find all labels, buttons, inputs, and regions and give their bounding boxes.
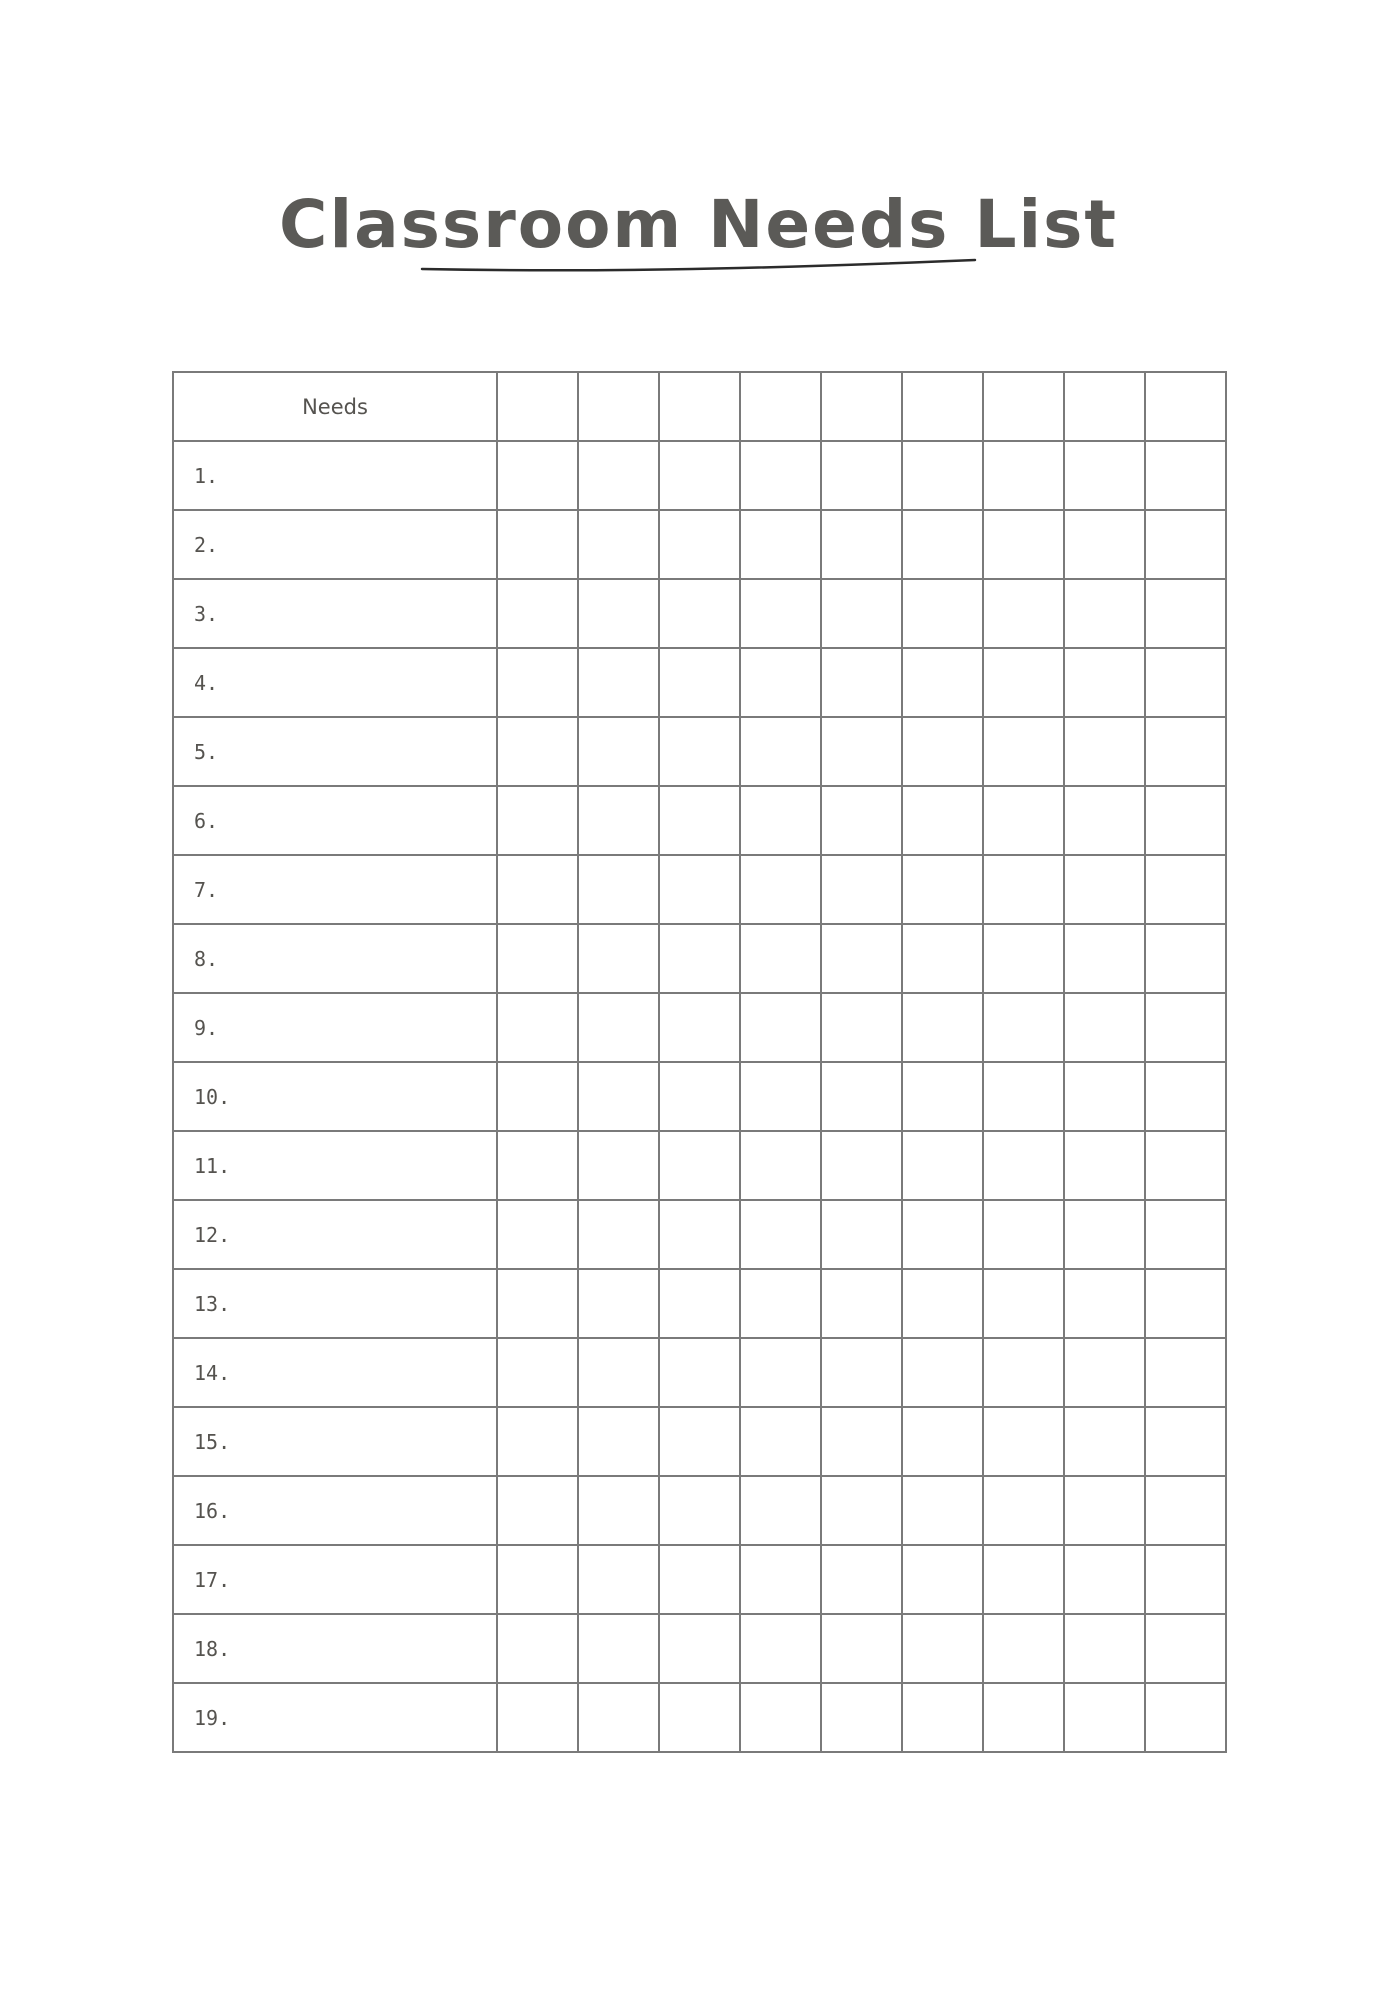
need-item-cell[interactable]: 11.: [173, 1131, 497, 1200]
table-row: [173, 1683, 1226, 1752]
check-cell[interactable]: [983, 855, 1064, 924]
check-cell[interactable]: [578, 993, 659, 1062]
check-cell[interactable]: [983, 579, 1064, 648]
check-cell[interactable]: [983, 648, 1064, 717]
check-cell[interactable]: [1145, 1338, 1226, 1407]
check-cell[interactable]: [821, 924, 902, 993]
check-cell[interactable]: [821, 1683, 902, 1752]
header-check-cell[interactable]: [578, 372, 659, 441]
check-cell[interactable]: [740, 1407, 821, 1476]
check-cell[interactable]: [1064, 1338, 1145, 1407]
check-cell[interactable]: [659, 1683, 740, 1752]
check-cell[interactable]: [659, 1407, 740, 1476]
table-row: [173, 1614, 1226, 1683]
need-item-cell[interactable]: 9.: [173, 993, 497, 1062]
need-item-cell[interactable]: 17.: [173, 1545, 497, 1614]
check-cell[interactable]: [740, 924, 821, 993]
check-cell[interactable]: [821, 1407, 902, 1476]
check-cell[interactable]: [1064, 1476, 1145, 1545]
check-cell[interactable]: [497, 1407, 578, 1476]
check-cell[interactable]: [902, 1062, 983, 1131]
check-cell[interactable]: [1145, 579, 1226, 648]
table-row: [173, 924, 1226, 993]
check-cell[interactable]: [983, 786, 1064, 855]
check-cell[interactable]: [740, 1062, 821, 1131]
check-cell[interactable]: [983, 1476, 1064, 1545]
check-cell[interactable]: [578, 441, 659, 510]
check-cell[interactable]: [497, 1269, 578, 1338]
need-item-cell[interactable]: 5.: [173, 717, 497, 786]
table-row: [173, 1545, 1226, 1614]
table-header-row: [173, 372, 1226, 441]
need-item-cell[interactable]: 6.: [173, 786, 497, 855]
check-cell[interactable]: [1145, 786, 1226, 855]
check-cell[interactable]: [740, 1338, 821, 1407]
check-cell[interactable]: [902, 717, 983, 786]
header-check-cell[interactable]: [659, 372, 740, 441]
check-cell[interactable]: [1064, 648, 1145, 717]
need-item-cell[interactable]: 15.: [173, 1407, 497, 1476]
need-item-cell[interactable]: 19.: [173, 1683, 497, 1752]
check-cell[interactable]: [659, 786, 740, 855]
table-row: [173, 510, 1226, 579]
check-cell[interactable]: [659, 993, 740, 1062]
check-cell[interactable]: [983, 924, 1064, 993]
check-cell[interactable]: [1145, 993, 1226, 1062]
check-cell[interactable]: [497, 1476, 578, 1545]
header-check-cell[interactable]: [1064, 372, 1145, 441]
check-cell[interactable]: [1064, 1614, 1145, 1683]
check-cell[interactable]: [497, 510, 578, 579]
check-cell[interactable]: [1064, 1131, 1145, 1200]
check-cell[interactable]: [821, 855, 902, 924]
check-cell[interactable]: [902, 441, 983, 510]
check-cell[interactable]: [497, 1338, 578, 1407]
check-cell[interactable]: [578, 579, 659, 648]
need-item-cell[interactable]: 8.: [173, 924, 497, 993]
check-cell[interactable]: [497, 1614, 578, 1683]
check-cell[interactable]: [821, 1614, 902, 1683]
check-cell[interactable]: [1064, 1200, 1145, 1269]
check-cell[interactable]: [497, 855, 578, 924]
check-cell[interactable]: [902, 1476, 983, 1545]
check-cell[interactable]: [578, 1476, 659, 1545]
table-row: [173, 1338, 1226, 1407]
check-cell[interactable]: [740, 1200, 821, 1269]
check-cell[interactable]: [983, 1269, 1064, 1338]
check-cell[interactable]: [1064, 993, 1145, 1062]
check-cell[interactable]: [578, 717, 659, 786]
check-cell[interactable]: [740, 510, 821, 579]
check-cell[interactable]: [983, 1131, 1064, 1200]
table-row: [173, 855, 1226, 924]
check-cell[interactable]: [983, 1614, 1064, 1683]
check-cell[interactable]: [740, 1131, 821, 1200]
check-cell[interactable]: [578, 1683, 659, 1752]
check-cell[interactable]: [578, 855, 659, 924]
check-cell[interactable]: [740, 441, 821, 510]
check-cell[interactable]: [1064, 1269, 1145, 1338]
check-cell[interactable]: [578, 1338, 659, 1407]
check-cell[interactable]: [1064, 1545, 1145, 1614]
check-cell[interactable]: [578, 924, 659, 993]
check-cell[interactable]: [983, 717, 1064, 786]
check-cell[interactable]: [659, 1614, 740, 1683]
check-cell[interactable]: [1145, 1131, 1226, 1200]
check-cell[interactable]: [659, 441, 740, 510]
check-cell[interactable]: [497, 924, 578, 993]
check-cell[interactable]: [740, 1683, 821, 1752]
check-cell[interactable]: [497, 993, 578, 1062]
check-cell[interactable]: [821, 510, 902, 579]
check-cell[interactable]: [497, 648, 578, 717]
need-item-cell[interactable]: 4.: [173, 648, 497, 717]
check-cell[interactable]: [659, 1131, 740, 1200]
check-cell[interactable]: [1145, 1269, 1226, 1338]
check-cell[interactable]: [821, 993, 902, 1062]
check-cell[interactable]: [578, 1200, 659, 1269]
check-cell[interactable]: [1145, 1062, 1226, 1131]
check-cell[interactable]: [659, 1269, 740, 1338]
check-cell[interactable]: [1064, 1407, 1145, 1476]
check-cell[interactable]: [740, 855, 821, 924]
check-cell[interactable]: [902, 1269, 983, 1338]
check-cell[interactable]: [983, 1200, 1064, 1269]
check-cell[interactable]: [821, 579, 902, 648]
check-cell[interactable]: [902, 1200, 983, 1269]
need-item-cell[interactable]: 2.: [173, 510, 497, 579]
check-cell[interactable]: [740, 1545, 821, 1614]
check-cell[interactable]: [740, 993, 821, 1062]
check-cell[interactable]: [497, 441, 578, 510]
check-cell[interactable]: [497, 1545, 578, 1614]
check-cell[interactable]: [1145, 924, 1226, 993]
check-cell[interactable]: [1145, 1476, 1226, 1545]
check-cell[interactable]: [659, 855, 740, 924]
check-cell[interactable]: [1064, 786, 1145, 855]
check-cell[interactable]: [1064, 855, 1145, 924]
check-cell[interactable]: [1064, 1062, 1145, 1131]
check-cell[interactable]: [902, 510, 983, 579]
check-cell[interactable]: [821, 1200, 902, 1269]
check-cell[interactable]: [1145, 1614, 1226, 1683]
check-cell[interactable]: [821, 717, 902, 786]
header-check-cell[interactable]: [497, 372, 578, 441]
table-row: [173, 1131, 1226, 1200]
check-cell[interactable]: [983, 1683, 1064, 1752]
check-cell[interactable]: [1145, 1407, 1226, 1476]
check-cell[interactable]: [902, 579, 983, 648]
check-cell[interactable]: [983, 1338, 1064, 1407]
check-cell[interactable]: [1064, 510, 1145, 579]
check-cell[interactable]: [902, 648, 983, 717]
check-cell[interactable]: [902, 993, 983, 1062]
check-cell[interactable]: [578, 786, 659, 855]
need-item-cell[interactable]: 16.: [173, 1476, 497, 1545]
check-cell[interactable]: [821, 786, 902, 855]
check-cell[interactable]: [1145, 1683, 1226, 1752]
check-cell[interactable]: [821, 1131, 902, 1200]
check-cell[interactable]: [578, 648, 659, 717]
check-cell[interactable]: [659, 1062, 740, 1131]
check-cell[interactable]: [983, 510, 1064, 579]
check-cell[interactable]: [1064, 1683, 1145, 1752]
check-cell[interactable]: [1145, 717, 1226, 786]
need-item-cell[interactable]: 3.: [173, 579, 497, 648]
check-cell[interactable]: [1145, 1200, 1226, 1269]
check-cell[interactable]: [902, 1683, 983, 1752]
check-cell[interactable]: [902, 1338, 983, 1407]
header-check-cell[interactable]: [821, 372, 902, 441]
check-cell[interactable]: [902, 855, 983, 924]
check-cell[interactable]: [659, 648, 740, 717]
check-cell[interactable]: [821, 648, 902, 717]
need-item-cell[interactable]: 1.: [173, 441, 497, 510]
check-cell[interactable]: [497, 717, 578, 786]
table-row: [173, 441, 1226, 510]
table-row: [173, 648, 1226, 717]
check-cell[interactable]: [983, 1407, 1064, 1476]
check-cell[interactable]: [1145, 441, 1226, 510]
header-check-cell[interactable]: [1145, 372, 1226, 441]
check-cell[interactable]: [659, 924, 740, 993]
check-cell[interactable]: [821, 1062, 902, 1131]
check-cell[interactable]: [740, 1614, 821, 1683]
check-cell[interactable]: [659, 579, 740, 648]
check-cell[interactable]: [821, 1545, 902, 1614]
check-cell[interactable]: [497, 1200, 578, 1269]
check-cell[interactable]: [902, 1131, 983, 1200]
check-cell[interactable]: [983, 1062, 1064, 1131]
table-row: [173, 579, 1226, 648]
table-row: [173, 1407, 1226, 1476]
check-cell[interactable]: [578, 1614, 659, 1683]
check-cell[interactable]: [821, 1269, 902, 1338]
need-item-cell[interactable]: 7.: [173, 855, 497, 924]
check-cell[interactable]: [1145, 1545, 1226, 1614]
check-cell[interactable]: [1064, 924, 1145, 993]
check-cell[interactable]: [902, 1545, 983, 1614]
check-cell[interactable]: [1145, 648, 1226, 717]
need-item-cell[interactable]: 13.: [173, 1269, 497, 1338]
table-row: [173, 1062, 1226, 1131]
table-row: [173, 1269, 1226, 1338]
check-cell[interactable]: [578, 1269, 659, 1338]
page-title: Classroom Needs List: [279, 186, 1118, 264]
check-cell[interactable]: [740, 648, 821, 717]
check-cell[interactable]: [578, 1062, 659, 1131]
check-cell[interactable]: [497, 1131, 578, 1200]
check-cell[interactable]: [902, 1407, 983, 1476]
check-cell[interactable]: [578, 1131, 659, 1200]
check-cell[interactable]: [983, 441, 1064, 510]
check-cell[interactable]: [497, 786, 578, 855]
title-underline: [420, 256, 980, 272]
check-cell[interactable]: [1064, 717, 1145, 786]
table-row: [173, 1476, 1226, 1545]
needs-table: [172, 371, 1227, 1753]
header-check-cell[interactable]: [983, 372, 1064, 441]
check-cell[interactable]: [740, 717, 821, 786]
check-cell[interactable]: [821, 1476, 902, 1545]
check-cell[interactable]: [578, 1407, 659, 1476]
check-cell[interactable]: [1145, 510, 1226, 579]
check-cell[interactable]: [497, 1062, 578, 1131]
table-row: [173, 717, 1226, 786]
check-cell[interactable]: [497, 1683, 578, 1752]
check-cell[interactable]: [659, 1476, 740, 1545]
table-row: [173, 993, 1226, 1062]
need-item-cell[interactable]: 12.: [173, 1200, 497, 1269]
check-cell[interactable]: [821, 1338, 902, 1407]
table-row: [173, 786, 1226, 855]
header-check-cell[interactable]: [740, 372, 821, 441]
check-cell[interactable]: [659, 1545, 740, 1614]
check-cell[interactable]: [659, 510, 740, 579]
check-cell[interactable]: [497, 579, 578, 648]
check-cell[interactable]: [1145, 855, 1226, 924]
check-cell[interactable]: [659, 1200, 740, 1269]
header-check-cell[interactable]: [902, 372, 983, 441]
check-cell[interactable]: [983, 993, 1064, 1062]
need-item-cell[interactable]: 10.: [173, 1062, 497, 1131]
check-cell[interactable]: [1064, 579, 1145, 648]
check-cell[interactable]: [659, 717, 740, 786]
check-cell[interactable]: [578, 1545, 659, 1614]
check-cell[interactable]: [902, 924, 983, 993]
check-cell[interactable]: [902, 786, 983, 855]
check-cell[interactable]: [983, 1545, 1064, 1614]
check-cell[interactable]: [659, 1338, 740, 1407]
check-cell[interactable]: [740, 579, 821, 648]
need-item-cell[interactable]: 14.: [173, 1338, 497, 1407]
check-cell[interactable]: [821, 441, 902, 510]
check-cell[interactable]: [1064, 441, 1145, 510]
check-cell[interactable]: [740, 1269, 821, 1338]
check-cell[interactable]: [902, 1614, 983, 1683]
check-cell[interactable]: [740, 786, 821, 855]
need-item-cell[interactable]: 18.: [173, 1614, 497, 1683]
table-row: [173, 1200, 1226, 1269]
needs-header: Needs: [173, 372, 497, 441]
check-cell[interactable]: [578, 510, 659, 579]
check-cell[interactable]: [740, 1476, 821, 1545]
